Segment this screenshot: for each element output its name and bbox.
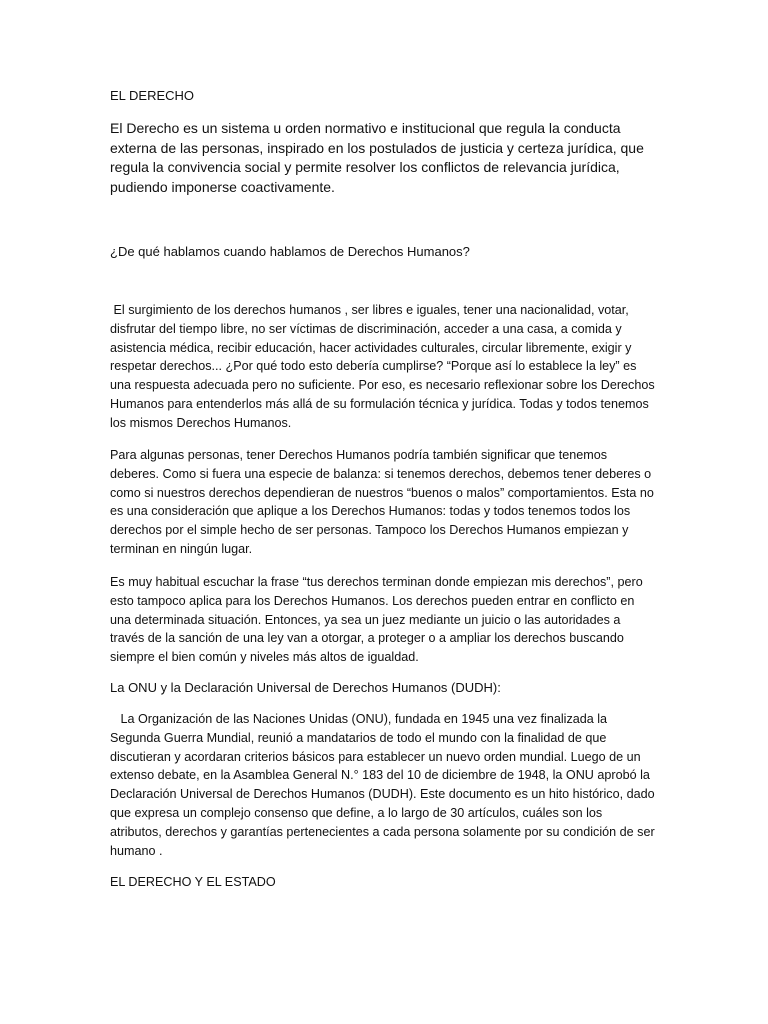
document-title: EL DERECHO: [110, 88, 195, 103]
body-paragraph-1: El surgimiento de los derechos humanos , ser libres e iguales, tener una nacionalidad, votar, disfrutar del tiempo libre, no ser víctimas de discriminación, acceder a una casa, a comida y asistencia médica, recibir educación, hacer actividades culturales, circular libremente, exigir y respetar derechos... ¿Por qué todo esto debería cumplirse? “Porque así lo establece la ley” es una respuesta adecuada pero no suficiente. Por eso, es necesario reflexionar sobre los Derechos Humanos para entenderlos más allá de su formulación técnica y jurídica. Todas y todos tenemos los mismos Derechos Humanos.: [110, 303, 659, 430]
body-paragraph-2: Para algunas personas, tener Derechos Humanos podría también significar que tenemos deberes. Como si fuera una especie de balanza: si tenemos derechos, debemos tener deberes o como si nuestros derechos dependieran de nuestros “buenos o malos” comportamientos. Esta no es una consideración que aplique a los Derechos Humanos: todas y todos tenemos todos los derechos por el simple hecho de ser personas. Tampoco los Derechos Humanos empiezan y terminan en ningún lugar.: [110, 448, 654, 556]
section-heading: EL DERECHO Y EL ESTADO: [110, 875, 276, 889]
onu-heading: La ONU y la Declaración Universal de Derechos Humanos (DUDH):: [110, 680, 501, 695]
intro-paragraph: El Derecho es un sistema u orden normativo e institucional que regula la conducta externa de las personas, inspirado en los postulados de justicia y certeza jurídica, que regula la convivencia social y permite resolver los conflictos de relevancia jurídica, pudiendo imponerse coactivamente.: [110, 120, 644, 195]
question-heading: ¿De qué hablamos cuando hablamos de Derechos Humanos?: [110, 244, 470, 259]
body-paragraph-3: Es muy habitual escuchar la frase “tus derechos terminan donde empiezan mis derechos”, pero esto tampoco aplica para los Derechos Humanos. Los derechos pueden entrar en conflicto en una determinada situación. Entonces, ya sea un juez mediante un juicio o las autoridades a través de la sanción de una ley van a otorgar, a proteger o a ampliar los derechos buscando siempre el bien común y niveles más altos de igualdad.: [110, 575, 643, 665]
onu-paragraph: La Organización de las Naciones Unidas (ONU), fundada en 1945 una vez finalizada la Segunda Guerra Mundial, reunió a mandatarios de todo el mundo con la finalidad de que discutieran y acordaran criterios básicos para establecer un nuevo orden mundial. Luego de un extenso debate, en la Asamblea General N.° 183 del 10 de diciembre de 1948, la ONU aprobó la Declaración Universal de Derechos Humanos (DUDH). Este documento es un hito histórico, dado que expresa un complejo consenso que define, a lo largo de 30 artículos, cuáles son los atributos, derechos y garantías pertenecientes a cada persona solamente por su condición de ser humano .: [110, 712, 659, 858]
